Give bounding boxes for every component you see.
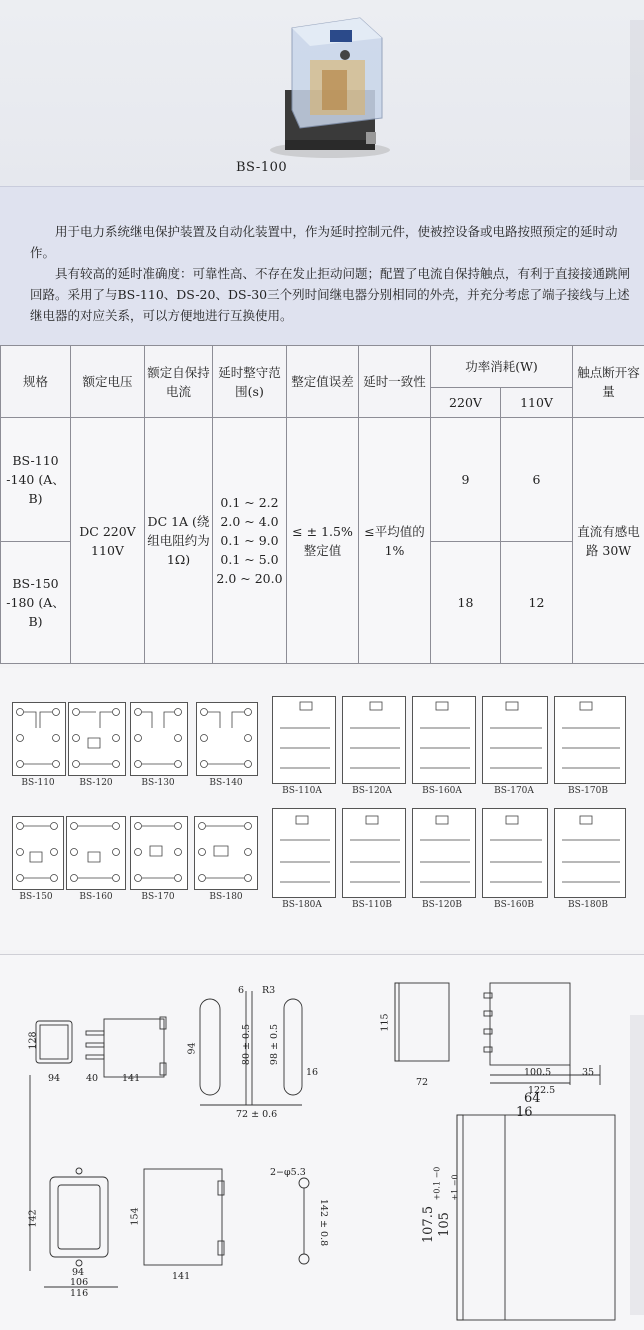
dim-label: 6	[238, 985, 245, 996]
dim-label: 106	[70, 1277, 89, 1288]
wiring-label: BS-160B	[494, 900, 534, 910]
dim-label: 35	[582, 1067, 595, 1078]
dim-label: 141	[172, 1271, 191, 1282]
wiring-label: BS-110	[21, 778, 55, 788]
row1-model: BS-110 -140 (A、B)	[1, 418, 71, 542]
wiring-label: BS-120A	[352, 786, 392, 796]
side-decoration	[630, 20, 644, 180]
wiring-diagram	[412, 808, 476, 898]
wiring-label: BS-150	[19, 892, 53, 902]
product-photo-section	[0, 0, 644, 186]
dim-label: 122.5	[528, 1085, 556, 1096]
wiring-label: BS-160A	[422, 786, 462, 796]
wiring-label: BS-110B	[352, 900, 392, 910]
header-current: 额定自保持电流	[145, 346, 213, 418]
dim-label: 98 ± 0.5	[269, 1023, 281, 1066]
wiring-label: BS-160	[79, 892, 113, 902]
dim-label: 64	[524, 1091, 541, 1106]
wiring-diagram	[482, 808, 548, 898]
intro-paragraph-1: 用于电力系统继电保护装置及自动化装置中，作为延时控制元件，使被控设备或电路按照预定的延时动作。	[30, 224, 618, 260]
dim-label: 142 ± 0.8	[318, 1198, 330, 1247]
wiring-diagram	[482, 696, 548, 784]
header-contact: 触点断开容量	[573, 346, 644, 418]
dim-label: 142	[27, 1209, 39, 1228]
wiring-diagram	[554, 808, 626, 898]
dim-label: 116	[70, 1288, 89, 1299]
dim-label: 72 ± 0.6	[236, 1109, 278, 1120]
header-power: 功率消耗(W)	[431, 346, 573, 388]
wiring-label: BS-180A	[282, 900, 322, 910]
dim-label: 94	[186, 1042, 198, 1055]
dim-label: 80 ± 0.5	[241, 1023, 253, 1066]
wiring-diagram	[554, 696, 626, 784]
wiring-label: BS-140	[209, 778, 243, 788]
cell-voltage: DC 220V 110V	[71, 418, 145, 664]
side-decoration	[630, 1015, 644, 1315]
wiring-diagram	[68, 702, 126, 776]
row1-p110: 6	[501, 418, 573, 542]
dim-label: 16	[306, 1067, 319, 1078]
wiring-diagram	[342, 808, 406, 898]
dim-label: 115	[379, 1013, 391, 1032]
dim-label: 105	[436, 1212, 452, 1237]
cell-contact: 直流有感电路 30W	[573, 418, 644, 664]
wiring-label: BS-180B	[568, 900, 608, 910]
dim-label: 107.5	[421, 1205, 437, 1244]
header-110v: 110V	[501, 388, 573, 418]
wiring-diagram	[130, 702, 188, 776]
header-model: 规格	[1, 346, 71, 418]
product-caption: BS-100	[236, 160, 288, 175]
wiring-diagram	[272, 696, 336, 784]
wiring-diagram	[342, 696, 406, 784]
header-consistency: 延时一致性	[359, 346, 431, 418]
row2-model: BS-150 -180 (A、B)	[1, 542, 71, 664]
cell-consistency: ≤平均值的 1%	[359, 418, 431, 664]
dimension-lines	[0, 955, 644, 1330]
wiring-label: BS-170B	[568, 786, 608, 796]
dim-label: 2−φ5.3	[270, 1167, 306, 1178]
spec-table-section	[0, 345, 644, 663]
header-voltage: 额定电压	[71, 346, 145, 418]
cell-current: DC 1A (绕组电阻约为1Ω)	[145, 418, 213, 664]
row2-p220: 18	[431, 542, 501, 664]
wiring-label: BS-130	[141, 778, 175, 788]
dim-label: 94	[72, 1267, 85, 1278]
wiring-diagram	[12, 816, 64, 890]
wiring-diagrams-section	[0, 668, 644, 950]
dim-label: 72	[416, 1077, 429, 1088]
intro-paragraph-2: 具有较高的延时准确度：可靠性高、不存在发止拒动问题；配置了电流自保持触点，有利于直接接通跳闸回路。采用了与BS-110、DS-20、DS-30三个列时间继电器分别相同的外壳，并充分考虑了端子接线与上述继电器的对应关系，可以方便地进行互换使用。	[30, 266, 631, 323]
wiring-label: BS-120	[79, 778, 113, 788]
row2-p110: 12	[501, 542, 573, 664]
dim-label: 154	[129, 1207, 141, 1226]
cell-range: 0.1 ~ 2.2 2.0 ~ 4.0 0.1 ~ 9.0 0.1 ~ 5.0 2.0 ~ 20.0	[213, 418, 287, 664]
wiring-diagram	[66, 816, 126, 890]
header-error: 整定值误差	[287, 346, 359, 418]
relay-photo	[0, 0, 644, 186]
dim-label: +1 −0	[450, 1174, 460, 1201]
dim-label: 40	[86, 1073, 99, 1084]
dim-label: 141	[122, 1073, 141, 1084]
row1-p220: 9	[431, 418, 501, 542]
header-range: 延时整守范围(s)	[213, 346, 287, 418]
dim-label: 128	[27, 1031, 39, 1050]
wiring-label: BS-180	[209, 892, 243, 902]
spec-table	[0, 345, 644, 664]
header-220v: 220V	[431, 388, 501, 418]
dim-label: 16	[516, 1105, 533, 1120]
wiring-diagram	[130, 816, 188, 890]
wiring-label: BS-170A	[494, 786, 534, 796]
wiring-diagram	[194, 816, 258, 890]
wiring-label: BS-170	[141, 892, 175, 902]
wiring-diagram	[412, 696, 476, 784]
dim-label: R3	[262, 985, 276, 996]
wiring-diagram	[12, 702, 66, 776]
wiring-label: BS-120B	[422, 900, 462, 910]
dim-label: 100.5	[524, 1067, 552, 1078]
dimension-drawings-section	[0, 954, 644, 1330]
intro-section	[0, 186, 644, 346]
cell-error: ≤ ± 1.5% 整定值	[287, 418, 359, 664]
wiring-diagram	[196, 702, 258, 776]
wiring-label: BS-110A	[282, 786, 322, 796]
dim-label: +0.1 −0	[432, 1166, 442, 1201]
dim-label: 94	[48, 1073, 61, 1084]
wiring-diagram	[272, 808, 336, 898]
